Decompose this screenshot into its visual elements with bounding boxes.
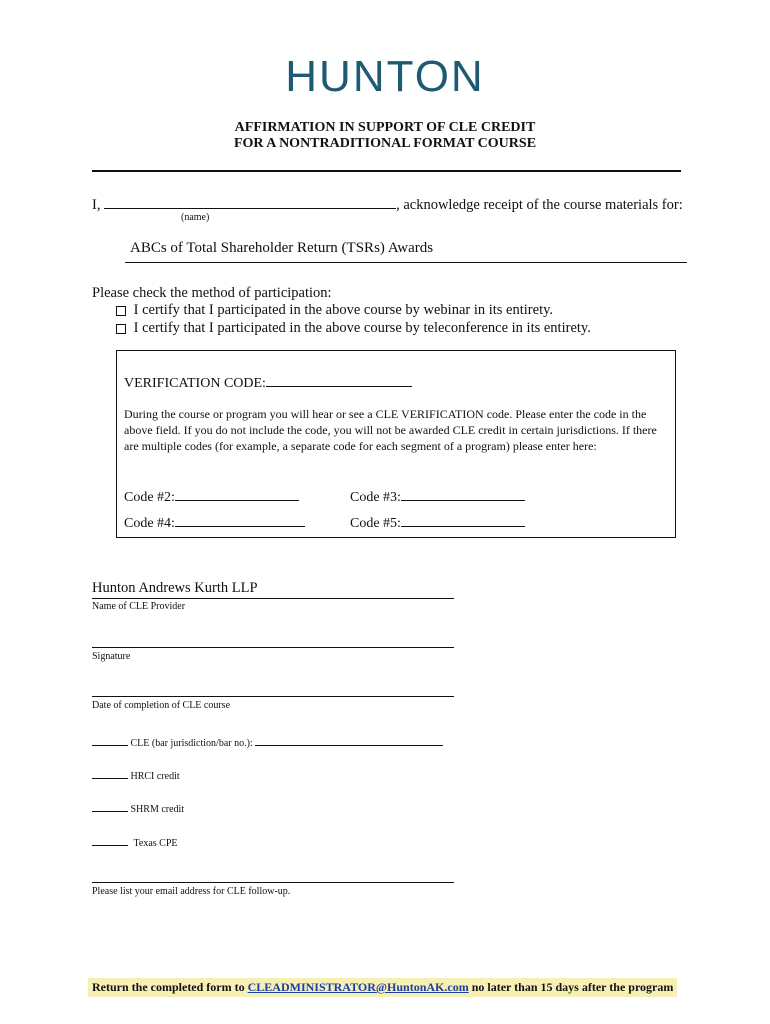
signature-field[interactable]	[92, 647, 454, 648]
hrci-credit-label: HRCI credit	[130, 771, 180, 782]
acknowledge-line	[92, 194, 683, 214]
teleconference-label: I certify that I participated in the above course by teleconference in its entirety.	[133, 320, 591, 336]
hunton-logo: HUNTON	[285, 52, 485, 101]
code-3-row	[350, 487, 525, 506]
participation-prompt: Please check the method of participation:	[92, 285, 332, 301]
code-2-label: Code #2:	[124, 490, 175, 505]
hrci-credit-field[interactable]	[92, 768, 128, 779]
acknowledge-suffix: , acknowledge receipt of the course materials for:	[396, 197, 683, 213]
name-field[interactable]	[104, 194, 396, 209]
name-caption: (name)	[181, 212, 210, 223]
texas-cpe-label: Texas CPE	[133, 838, 178, 849]
signature-caption: Signature	[92, 651, 131, 662]
provider-name: Hunton Andrews Kurth LLP	[92, 580, 454, 599]
code-2-row	[124, 487, 299, 506]
cle-credit-label: CLE (bar jurisdiction/bar no.):	[130, 738, 253, 749]
code-5-label: Code #5:	[350, 516, 401, 531]
acknowledge-prefix: I,	[92, 197, 105, 213]
return-prefix: Return the completed form to	[92, 980, 248, 994]
verification-code-label: VERIFICATION CODE:	[124, 376, 266, 391]
cle-credit-row	[92, 735, 443, 749]
code-3-label: Code #3:	[350, 490, 401, 505]
return-instructions	[88, 978, 677, 997]
verification-code-field[interactable]	[266, 373, 412, 387]
teleconference-checkbox[interactable]	[116, 324, 126, 334]
webinar-label: I certify that I participated in the above course by webinar in its entirety.	[133, 302, 554, 318]
participation-option-teleconference[interactable]	[116, 320, 591, 337]
cle-credit-field[interactable]	[92, 735, 128, 746]
cle-admin-email-link[interactable]: CLEADMINISTRATOR@HuntonAK.com	[247, 980, 469, 994]
texas-cpe-field[interactable]	[92, 835, 128, 846]
shrm-credit-field[interactable]	[92, 801, 128, 812]
code-5-field[interactable]	[401, 513, 525, 527]
verification-instructions: During the course or program you will hear or see a CLE VERIFICATION code. Please enter the code in the above field. If you do not include the code, you will not be awarded CLE credit in certain jurisdictions. If there are multiple codes (for example, a separate code for each segment of a program) please enter here:	[124, 407, 657, 453]
completion-date-field[interactable]	[92, 696, 454, 697]
participation-option-webinar[interactable]	[116, 302, 553, 319]
code-5-row	[350, 513, 525, 532]
email-field[interactable]	[92, 882, 454, 883]
code-2-field[interactable]	[175, 487, 299, 501]
title-divider	[92, 170, 681, 172]
form-title-line2: FOR A NONTRADITIONAL FORMAT COURSE	[233, 136, 537, 151]
course-title: ABCs of Total Shareholder Return (TSRs) Awards	[130, 240, 434, 256]
webinar-checkbox[interactable]	[116, 306, 126, 316]
provider-caption: Name of CLE Provider	[92, 601, 186, 612]
shrm-credit-label: SHRM credit	[130, 804, 185, 815]
verification-code-row	[124, 373, 412, 392]
hrci-credit-row	[92, 768, 180, 782]
return-suffix: no later than 15 days after the program	[468, 980, 674, 994]
code-4-field[interactable]	[175, 513, 305, 527]
email-caption: Please list your email address for CLE follow-up.	[92, 886, 291, 897]
shrm-credit-row	[92, 801, 184, 815]
completion-date-caption: Date of completion of CLE course	[92, 700, 231, 711]
form-title-line1: AFFIRMATION IN SUPPORT OF CLE CREDIT	[234, 120, 536, 135]
code-4-label: Code #4:	[124, 516, 175, 531]
code-4-row	[124, 513, 305, 532]
code-3-field[interactable]	[401, 487, 525, 501]
texas-cpe-row	[92, 835, 178, 849]
course-title-underline	[125, 262, 687, 263]
cle-bar-number-field[interactable]	[255, 735, 443, 746]
